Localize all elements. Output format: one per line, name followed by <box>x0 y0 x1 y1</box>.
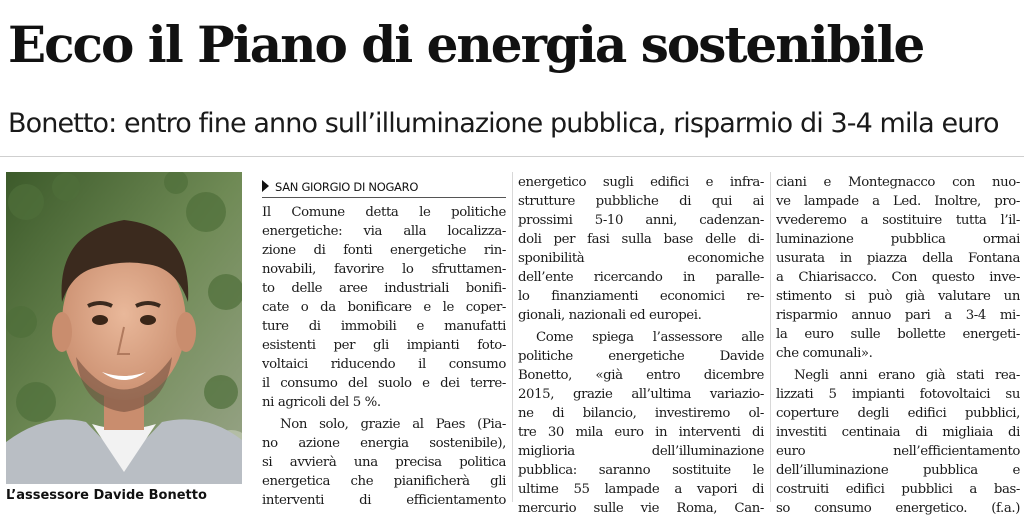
body-line: stimento si può già valutare un <box>776 289 1020 304</box>
body-line: so consumo energetico. (f.a.) <box>776 501 1020 516</box>
triangle-bullet-icon <box>262 180 269 192</box>
body-line: la euro sulle bollette energeti- <box>776 327 1020 342</box>
body-line: ultime 55 lampade a vapori di <box>518 482 764 497</box>
body-line: ciani e Montegnacco con nuo- <box>776 175 1020 190</box>
body-line: che comunali». <box>776 346 873 361</box>
photo-caption: L’assessore Davide Bonetto <box>6 488 207 503</box>
article-column-3 <box>776 173 1020 518</box>
body-line: risparmio annuo pari a 3-4 mi- <box>776 308 1020 323</box>
body-line: to delle aree industriali bonifi- <box>262 281 506 296</box>
body-line: costruiti edifici pubblici a bas- <box>776 482 1020 497</box>
body-line: luminazione pubblica ormai <box>776 232 1020 247</box>
dateline <box>262 177 506 198</box>
body-line: investiti centinaia di migliaia di <box>776 425 1020 440</box>
body-line: no azione energia sostenibile), <box>262 436 506 451</box>
body-line: novabili, favorire lo sfruttamen- <box>262 262 506 277</box>
body-line: a Chiarisacco. Con questo inve- <box>776 270 1020 285</box>
body-line: sponibilità economiche <box>518 251 764 266</box>
body-line: vvederemo a sostituire tutta l’il- <box>776 213 1020 228</box>
body-line: cate o da bonificare e le coper- <box>262 300 506 315</box>
body-line: ve lampade a Led. Inoltre, pro- <box>776 194 1020 209</box>
article-subhead: Bonetto: entro fine anno sull’illuminazione pubblica, risparmio di 3-4 mila euro <box>8 108 999 139</box>
body-line: gionali, nazionali ed europei. <box>518 308 702 323</box>
body-line: Non solo, grazie al Paes (Pia- <box>280 417 506 432</box>
body-line: dell’ente ricercando in paralle- <box>518 270 764 285</box>
body-line: miglioria dell’illuminazione <box>518 444 764 459</box>
body-line: ne di bilancio, investiremo ol- <box>518 406 764 421</box>
body-line: zione di fonti energetiche rin- <box>262 243 506 258</box>
body-line: voltaici riducendo il consumo <box>262 357 506 372</box>
body-line: 2015, grazie all’ultima variazio- <box>518 387 764 402</box>
body-line: Negli anni erano già stati rea- <box>794 368 1020 383</box>
body-line: euro nell’efficientamento <box>776 444 1020 459</box>
portrait-illustration <box>6 172 242 484</box>
body-line: ture di immobili e manufatti <box>262 319 506 334</box>
body-line: si avvierà una precisa politica <box>262 455 506 470</box>
body-line: esistenti per gli impianti foto- <box>262 338 506 353</box>
body-line: interventi di efficientamento <box>262 493 506 508</box>
body-line: ni agricoli del 5 %. <box>262 395 381 410</box>
portrait-photo <box>6 172 242 484</box>
dateline-text: SAN GIORGIO DI NOGARO <box>275 180 419 194</box>
body-line: Bonetto, «già entro dicembre <box>518 368 764 383</box>
body-line: energetica che pianificherà gli <box>262 474 506 489</box>
article-column-1 <box>262 203 506 510</box>
body-line: usurata in piazza della Fontana <box>776 251 1020 266</box>
article-headline: Ecco il Piano di energia sostenibile <box>8 15 924 74</box>
article-column-2 <box>518 173 764 518</box>
column-divider <box>770 172 771 502</box>
body-line: il consumo del suolo e dei terre- <box>262 376 506 391</box>
body-line: dell’illuminazione pubblica e <box>776 463 1020 478</box>
header-divider <box>0 156 1024 157</box>
body-line: Come spiega l’assessore alle <box>536 330 764 345</box>
body-line: strutture pubbliche di qui ai <box>518 194 764 209</box>
body-line: lizzati 5 impianti fotovoltaici su <box>776 387 1020 402</box>
body-line: lo finanziamenti economici re- <box>518 289 764 304</box>
body-line: politiche energetiche Davide <box>518 349 764 364</box>
body-line: Il Comune detta le politiche <box>262 205 506 220</box>
body-line: energetiche: via alla localizza- <box>262 224 506 239</box>
body-line: pubblica: saranno sostituite le <box>518 463 764 478</box>
body-line: energetico sugli edifici e infra- <box>518 175 764 190</box>
body-line: prossimi 5-10 anni, cadenzan- <box>518 213 764 228</box>
body-line: coperture degli edifici pubblici, <box>776 406 1020 421</box>
body-line: doli per fasi sulla base delle di- <box>518 232 764 247</box>
body-line: tre 30 mila euro in interventi di <box>518 425 764 440</box>
column-divider <box>512 172 513 502</box>
body-line: mercurio sulle vie Roma, Can- <box>518 501 764 516</box>
